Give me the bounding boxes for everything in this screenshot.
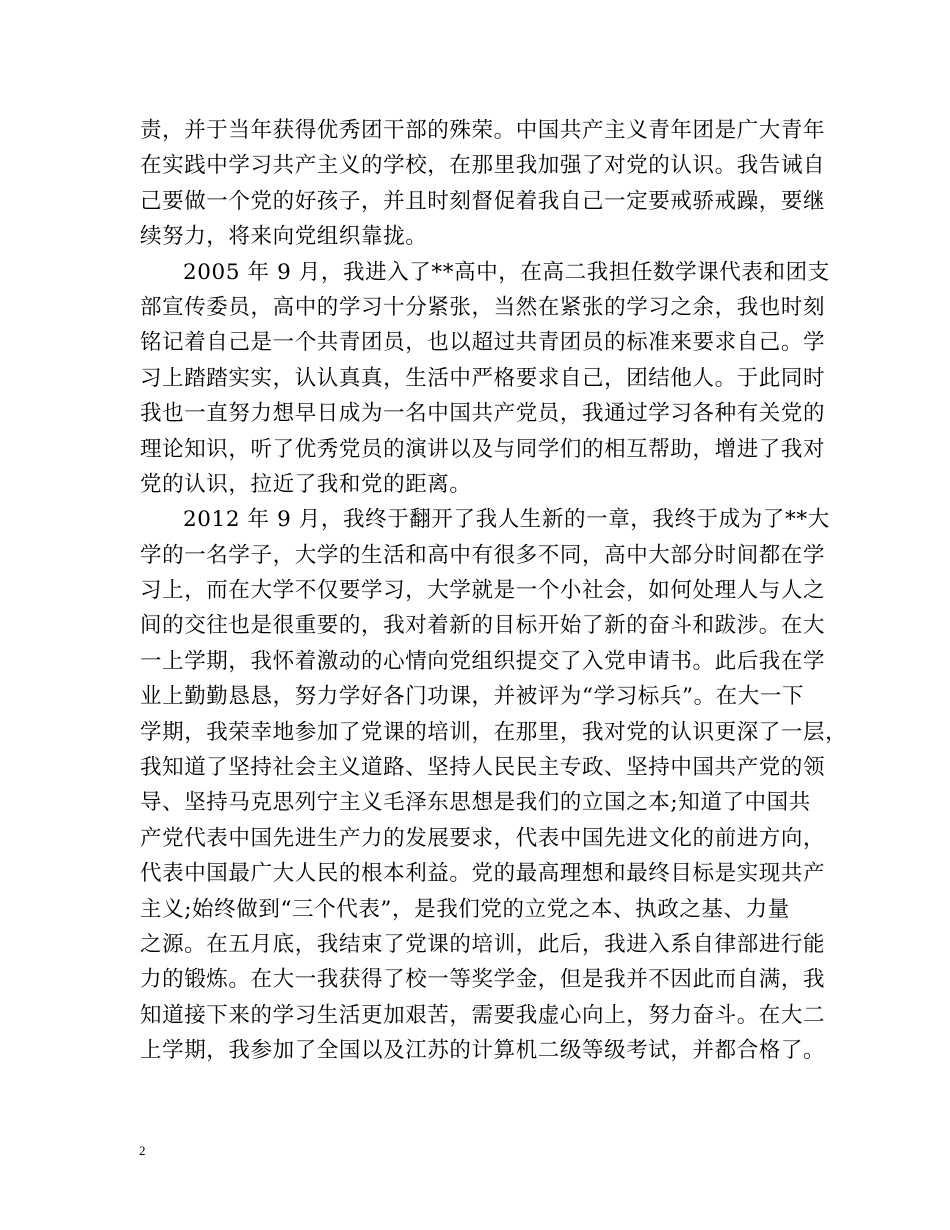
- text-line: 主义;始终做到“三个代表”，是我们党的立党之本、执政之基、力量: [140, 896, 790, 922]
- text-line: 我也一直努力想早日成为一名中国共产党员，我通过学习各种有关党的: [140, 401, 826, 427]
- text-line: 理论知识，听了优秀党员的演讲以及与同学们的相互帮助，增进了我对: [140, 436, 826, 462]
- text-line: 续努力，将来向党组织靠拢。: [140, 224, 428, 250]
- text-line: 党的认识，拉近了我和党的距离。: [140, 471, 472, 497]
- text-line: 间的交往也是很重要的，我对着新的目标开始了新的奋斗和跋涉。在大: [140, 613, 826, 639]
- text-line: 业上勤勤恳恳，努力学好各门功课，并被评为“学习标兵”。在大一下: [140, 684, 805, 710]
- paragraph-2: [140, 255, 830, 503]
- text-line: 之源。在五月底，我结束了党课的培训，此后，我进入系自律部进行能: [140, 931, 826, 957]
- text-line: 部宣传委员，高中的学习十分紧张，当然在紧张的学习之余，我也时刻: [140, 294, 826, 320]
- paragraph-3: [140, 502, 848, 1068]
- text-line: 力的锻炼。在大一我获得了校一等奖学金，但是我并不因此而自满，我: [140, 967, 826, 993]
- text-line: 2012 年 9 月，我终于翻开了我人生新的一章，我终于成为了**大: [183, 507, 830, 533]
- text-line: 代表中国最广大人民的根本利益。党的最高理想和最终目标是实现共产: [140, 861, 826, 887]
- page-number: 2: [139, 1143, 146, 1158]
- text-line: 铭记着自己是一个共青团员，也以超过共青团员的标准来要求自己。学: [140, 330, 826, 356]
- text-line: 2005 年 9 月，我进入了**高中，在高二我担任数学课代表和团支: [183, 259, 830, 285]
- text-line: 习上，而在大学不仅要学习，大学就是一个小社会，如何处理人与人之: [140, 578, 826, 604]
- document-body: [140, 113, 848, 1069]
- text-line: 责，并于当年获得优秀团干部的殊荣。中国共产主义青年团是广大青年: [140, 118, 826, 143]
- text-line: 导、坚持马克思列宁主义毛泽东思想是我们的立国之本;知道了中国共: [140, 790, 811, 816]
- text-line: 我知道了坚持社会主义道路、坚持人民民主专政、坚持中国共产党的领: [140, 755, 826, 781]
- text-line: 学期，我荣幸地参加了党课的培训，在那里，我对党的认识更深了一层，: [140, 719, 848, 745]
- text-line: 一上学期，我怀着激动的心情向党组织提交了入党申请书。此后我在学: [140, 648, 826, 674]
- text-line: 己要做一个党的好孩子，并且时刻督促着我自己一定要戒骄戒躁，要继: [140, 188, 826, 214]
- text-line: 上学期，我参加了全国以及江苏的计算机二级等级考试，并都合格了。: [140, 1038, 826, 1064]
- text-line: 学的一名学子，大学的生活和高中有很多不同，高中大部分时间都在学: [140, 542, 826, 568]
- paragraph-1: [140, 113, 830, 255]
- text-line: 习上踏踏实实，认认真真，生活中严格要求自己，团结他人。于此同时: [140, 365, 826, 391]
- text-line: 产党代表中国先进生产力的发展要求，代表中国先进文化的前进方向，: [140, 825, 826, 851]
- text-line: 在实践中学习共产主义的学校，在那里我加强了对党的认识。我告诫自: [140, 153, 826, 179]
- text-line: 知道接下来的学习生活更加艰苦，需要我虚心向上，努力奋斗。在大二: [140, 1002, 826, 1028]
